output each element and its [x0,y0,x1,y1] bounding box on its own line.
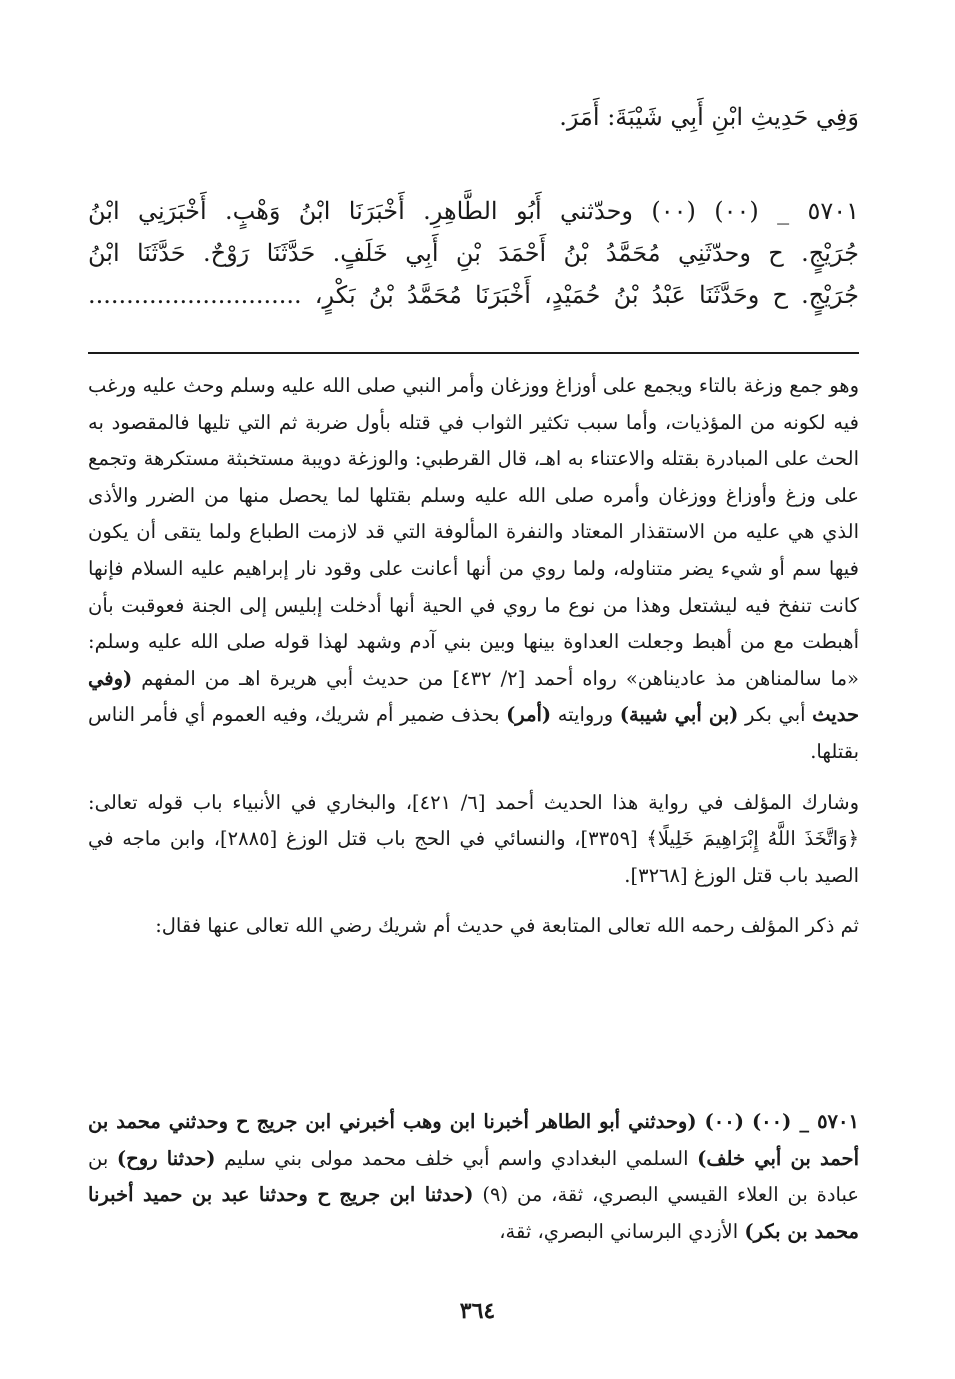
commentary-paragraph-2: وشارك المؤلف في رواية هذا الحديث أحمد [٦/ ٤٢١]، والبخاري في الأنبياء باب قوله تعالى: ﴿وَاتَّخَذَ اللَّهُ إِبْرَاهِيمَ خَلِيلًا﴾ [٣٣٥٩]، والنسائي في الحج باب قتل الوزغ [٢٨٨٥]، وابن ماجه في الصيد باب قتل الوزغ [٣٢٦٨]. [88,790,860,887]
commentary-bold-3: (أمر) [506,703,552,727]
hadith-line-2: جُرَيْجٍ. ح وحدّثَنِي مُحَمَّدُ بْنُ أَحْمَدَ بْنِ أَبِي خَلَفٍ. حَدَّثَنَا رَوْحٌ. حَدَّثَنَا ابْنُ [88,239,859,267]
page-number: ٣٦٤ [459,1298,496,1324]
commentary-text-d: وروايته [557,703,614,727]
hadith-line-1: ٥٧٠١ _ (٠٠) (٠٠) وحدّثني أَبُو الطَّاهِرِ. أَخْبَرَنَا ابْنُ وَهْبٍ. أَخْبَرَنِي ابْنُ [88,197,860,225]
commentary-bold-2: (بن أبي شيبة) [619,703,739,727]
hadith-line-3-text: جُرَيْجٍ. ح وحَدَّثَنَا عَبْدُ بْنُ حُمَيْدٍ، أَخْبَرَنَا مُحَمَّدُ بْنُ بَكْرٍ، [314,281,859,309]
commentary-section [88,368,859,959]
commentary-text-a: وهو جمع وزغة بالتاء ويجمع على أوزاغ ووزغان وأمر النبي صلى الله عليه وسلم وحث عليه ورغب فيه لكونه من المؤذيات، وأما سبب تكثير الثواب في قتله بأول ضربة ثم التي تليها فالمقصود به الحث على المبادرة بقتله والاعتناء به اهـ، قال القرطبي: والوزغة دويبة مستخبثة مستكرهة وتجمع على وزغ وأوزاغ ووزغان وأمره صلى الله عليه وسلم بقتلها لما يحصل منها من الضرر والأذى الذي هي عليه من الاستقذار المعتاد والنفرة المألوفة التي قد لازمت الطباع ولما يتقى أن يكون فيها سم أو شيء يضر متناوله، ولما روي من أنها أعانت على وقود نار إبراهيم عليه السلام فإنها كانت تنفخ فيه ليشتعل وهذا من نوع ما روي في الحية أنها أدخلت إبليس إلى الجنة فعوقبت بأن أهبطت مع من أهبط وجعلت العداوة بينها وبين بني آدم وشهد لهذا قوله صلى الله عليه وسلم: «ما سالمناهن مذ عاديناهن» رواه أحمد [٢/ ٤٣٢] من حديث أبي هريرة اهـ من المفهم [88,374,859,690]
narrators-paragraph [88,1104,859,1250]
narrators-text-3: الأزدي البرساني البصري، ثقة، [499,1219,739,1243]
narrators-section [88,1104,859,1264]
commentary-bold-1: (وفي حديث [88,666,860,727]
narrators-text-1: السلمي البغدادي واسم أبي خلف محمد مولى بني سليم [224,1146,689,1170]
commentary-paragraph-1 [88,368,859,771]
footnote-divider [88,352,859,354]
commentary-text-e: بحذف ضمير أم شريك، وفيه العموم أي فأمر الناس بقتلها. [88,703,859,763]
narrators-bold-2: (حدثنا روح) [116,1146,216,1170]
commentary-paragraph-3: ثم ذكر المؤلف رحمه الله تعالى المتابعة في حديث أم شريك رضي الله تعالى عنها فقال: [155,914,859,938]
continuation-dots: ............................ [88,281,302,309]
continuation-line: وَفِي حَدِيثِ ابْنِ أَبِي شَيْبَةَ: أَمَرَ. [559,103,859,131]
narrators-text-2: بن عبادة بن العلاء القيسي البصري، ثقة، من (٩) [88,1146,859,1207]
narrators-bold-3: (حدثنا ابن جريج ح وحدثنا عبد بن حميد أخبرنا محمد بن بكر) [88,1183,859,1243]
commentary-text-c: أبي بكر [744,703,806,727]
hadith-text [88,190,859,316]
hadith-line-3 [88,274,859,316]
narrators-bold-1: ٥٧٠١ _ (٠٠) (٠٠) (وحدثني أبو الطاهر أخبرنا ابن وهب أخبرني ابن جريج ح وحدثني محمد بن أحمد بن أبي خلف) [88,1110,860,1170]
